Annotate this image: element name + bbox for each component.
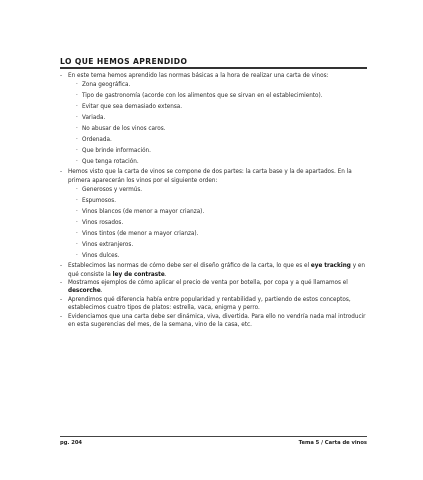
heading-divider <box>60 67 367 69</box>
sub-list-item: · Evitar que sea demasiado extensa. <box>76 104 183 111</box>
term-descorche: descorche <box>68 288 101 295</box>
term-eye-tracking: eye tracking <box>310 263 351 270</box>
summary-item <box>60 313 372 330</box>
summary-item-text: Aprendimos qué diferencia había entre popularidad y rentabilidad y, partiendo de estos conceptos, establecimos cuatro tipos de platos: estrella, vaca, enigma y perro. <box>68 296 351 312</box>
bullet-dash-icon: - <box>60 169 63 176</box>
footer-divider <box>60 436 367 437</box>
sub-list-item: · Vinos extranjeros. <box>76 242 134 249</box>
sub-list-item: · Que tenga rotación. <box>76 159 139 166</box>
sub-list-item: · Generosos y vermús. <box>76 187 143 194</box>
sub-list <box>68 80 372 168</box>
section-heading: LO QUE HEMOS APRENDIDO <box>60 57 188 66</box>
sub-list-item: · Vinos dulces. <box>76 253 120 260</box>
page-number: pg. 204 <box>60 440 83 446</box>
bullet-dash-icon: - <box>60 296 63 303</box>
sub-list-item: · Tipo de gastronomía (acorde con los alimentos que se sirvan en el establecimiento). <box>76 93 323 100</box>
bullet-dash-icon: - <box>60 73 63 79</box>
summary-item <box>60 296 372 313</box>
sub-list-item: · Vinos rosados. <box>76 220 124 227</box>
summary-item <box>60 72 372 168</box>
summary-item <box>60 168 372 262</box>
summary-content <box>60 72 372 329</box>
summary-item: - Mostramos ejemplos de cómo aplicar el precio de venta por botella, por copa y a qué llamamos el descorche. <box>60 280 348 295</box>
sub-list-item: · Variada. <box>76 115 106 122</box>
sub-list-item: · Que brinde información. <box>76 148 151 155</box>
summary-item-text: En este tema hemos aprendido las normas básicas a la hora de realizar una carta de vinos: <box>68 73 329 79</box>
sub-list <box>68 185 372 262</box>
sub-list-item: · Vinos tintos (de menor a mayor crianza). <box>76 231 199 238</box>
summary-item-text: Hemos visto que la carta de vinos se compone de dos partes: la carta base y la de apartados. En la primera aparecerán los vinos por el siguiente orden: <box>68 169 352 184</box>
sub-list-item: · Vinos blancos (de menor a mayor crianza). <box>76 209 205 216</box>
sub-list-item: · Ordenada. <box>76 137 112 144</box>
sub-list-item: · Espumosos. <box>76 198 117 205</box>
summary-item: - Establecimos las normas de cómo debe ser el diseño gráfico de la carta, lo que es el eye tracking y en qué consiste la ley de contraste. <box>60 263 365 278</box>
sub-list-item: · No abusar de los vinos caros. <box>76 126 166 133</box>
running-footer: Tema 5 / Carta de vinos <box>298 440 367 446</box>
bullet-dash-icon: - <box>60 280 63 287</box>
bullet-dash-icon: - <box>60 313 63 320</box>
summary-item-text: Evidenciamos que una carta debe ser dinámica, viva, divertida. Para ello no vendría nada mal introducir en esta sugerencias del mes, de la semana, vino de la casa, etc. <box>68 313 366 329</box>
term-ley-de-contraste: ley de contraste <box>112 271 165 278</box>
sub-list-item: · Zona geográfica. <box>76 82 131 89</box>
bullet-dash-icon: - <box>60 263 63 270</box>
